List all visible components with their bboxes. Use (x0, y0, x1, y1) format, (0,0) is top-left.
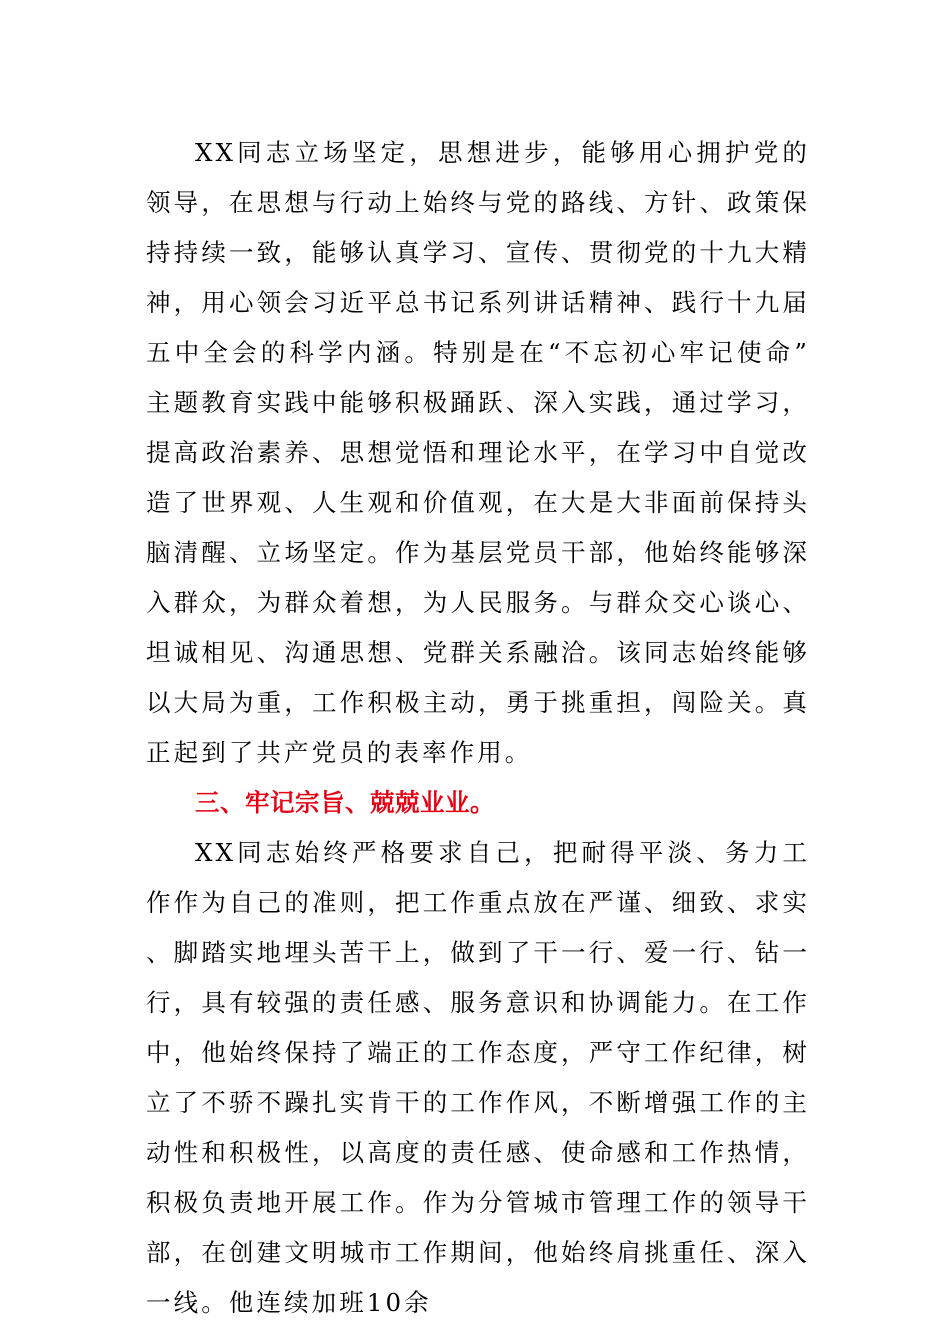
paragraph-work-attitude: XX同志始终严格要求自己，把耐得平淡、务力工作作为自己的准则，把工作重点放在严谨、细致、求实、脚踏实地埋头苦干上，做到了干一行、爱一行、钻一行，具有较强的责任感、服务意识和协调能力。在工作中，他始终保持了端正的工作态度，严守工作纪律，树立了不骄不躁扎实肯干的工作作风，不断增强工作的主动性和积极性，以高度的责任感、使命感和工作热情，积极负责地开展工作。作为分管城市管理工作的领导干部，在创建文明城市工作期间，他始终肩挑重任、深入一线。他连续加班10余 (146, 838, 810, 1317)
document-body (146, 128, 810, 1328)
section-heading: 三、牢记宗旨、兢兢业业。 (195, 788, 495, 817)
paragraph-political-stance: XX同志立场坚定，思想进步，能够用心拥护党的领导，在思想与行动上始终与党的路线、方针、政策保持持续一致，能够认真学习、宣传、贯彻党的十九大精神，用心领会习近平总书记系列讲话精神、践行十九届五中全会的科学内涵。特别是在“不忘初心牢记使命”主题教育实践中能够积极踊跃、深入实践，通过学习，提高政治素养、思想觉悟和理论水平，在学习中自觉改造了世界观、人生观和价值观，在大是大非面前保持头脑清醒、立场坚定。作为基层党员干部，他始终能够深入群众，为群众着想，为人民服务。与群众交心谈心、坦诚相见、沟通思想、党群关系融洽。该同志始终能够以大局为重，工作积极主动，勇于挑重担，闯险关。真正起到了共产党员的表率作用。 (146, 138, 810, 767)
